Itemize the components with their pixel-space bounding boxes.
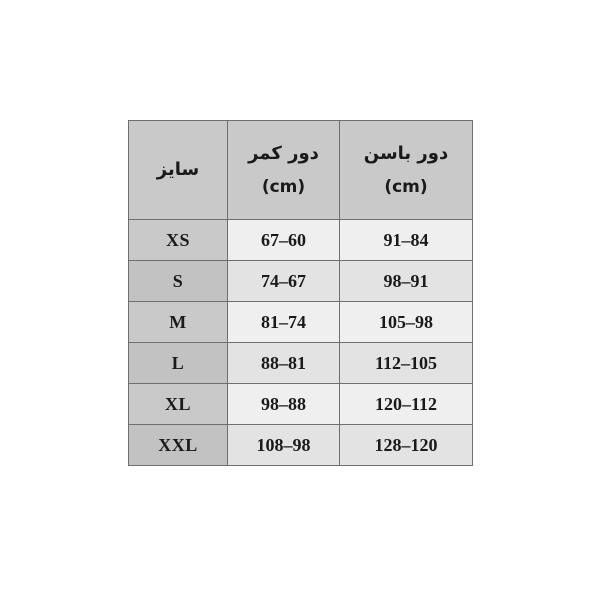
header-waist-label: دور کمر [248, 142, 319, 164]
table-body [129, 220, 473, 466]
table-row [129, 384, 473, 425]
table-row [129, 302, 473, 343]
table-row [129, 425, 473, 466]
size-chart-container [128, 120, 472, 466]
header-waist [228, 121, 340, 220]
cell-size: XL [129, 384, 228, 425]
header-hip-label: دور باسن [363, 142, 449, 164]
header-size-label: سایز [156, 159, 200, 181]
table-row [129, 261, 473, 302]
header-waist-unit: (cm) [261, 176, 306, 197]
header-hip [340, 121, 473, 220]
cell-hip: 120–128 [340, 425, 473, 466]
table-row [129, 343, 473, 384]
cell-waist: 74–81 [228, 302, 340, 343]
cell-waist: 88–98 [228, 384, 340, 425]
table-header [129, 121, 473, 220]
cell-size: L [129, 343, 228, 384]
cell-waist: 60–67 [228, 220, 340, 261]
cell-size: XXL [129, 425, 228, 466]
header-size [129, 121, 228, 220]
cell-hip: 91–98 [340, 261, 473, 302]
size-chart-table [128, 120, 473, 466]
cell-hip: 98–105 [340, 302, 473, 343]
cell-waist: 98–108 [228, 425, 340, 466]
cell-size: M [129, 302, 228, 343]
cell-size: S [129, 261, 228, 302]
cell-waist: 81–88 [228, 343, 340, 384]
cell-hip: 105–112 [340, 343, 473, 384]
cell-waist: 67–74 [228, 261, 340, 302]
cell-hip: 84–91 [340, 220, 473, 261]
cell-hip: 112–120 [340, 384, 473, 425]
header-hip-unit: (cm) [384, 176, 428, 197]
header-row [129, 121, 473, 220]
table-row [129, 220, 473, 261]
cell-size: XS [129, 220, 228, 261]
